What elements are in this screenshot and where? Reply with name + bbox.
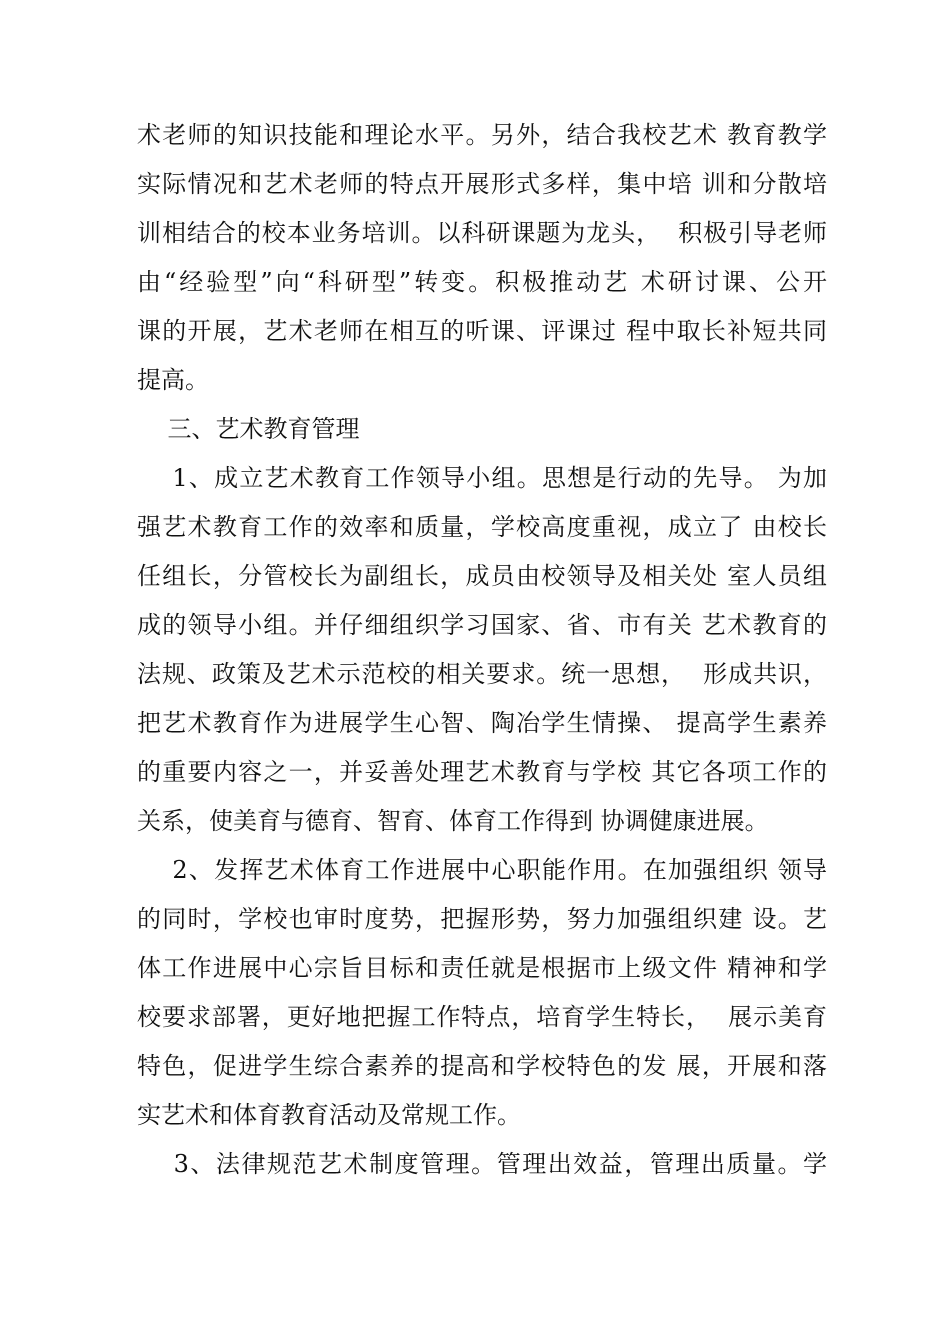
text-line-9: 强艺术教育工作的效率和质量，学校高度重视，成立了 由校长 [137, 513, 827, 541]
text-line-17: 的同时，学校也审时度势，把握形势，努力加强组织建 设。艺 [137, 905, 827, 933]
text-line-21: 实艺术和体育教育活动及常规工作。 [137, 1101, 521, 1129]
text-line-5: 课的开展，艺术老师在相互的听课、评课过 程中取长补短共同 [137, 317, 827, 345]
text-line-14: 的重要内容之一，并妥善处理艺术教育与学校 其它各项工作的 [137, 758, 827, 786]
text-line-15: 关系，使美育与德育、智育、体育工作得到 协调健康进展。 [137, 807, 769, 835]
text-line-12: 法规、政策及艺术示范校的相关要求。统一思想， 形成共识， [137, 660, 827, 688]
text-line-3: 训相结合的校本业务培训。以科研课题为龙头， 积极引导老师 [137, 219, 827, 247]
text-line-10: 任组长，分管校长为副组长，成员由校领导及相关处 室人员组 [137, 562, 827, 590]
text-line-18: 体工作进展中心宗旨目标和责任就是根据市上级文件 精神和学 [137, 954, 827, 982]
text-line-20: 特色，促进学生综合素养的提高和学校特色的发 展，开展和落 [137, 1052, 827, 1080]
text-line-6: 提高。 [137, 366, 209, 394]
text-line-2: 实际情况和艺术老师的特点开展形式多样，集中培 训和分散培 [137, 170, 827, 198]
text-line-16: 2、发挥艺术体育工作进展中心职能作用。在加强组织 领导 [137, 856, 827, 884]
text-line-4: 由“经验型”向“科研型”转变。积极推动艺 术研讨课、公开 [137, 268, 827, 296]
text-line-19: 校要求部署，更好地把握工作特点，培育学生特长， 展示美育 [137, 1003, 827, 1031]
text-line-22: 3、法律规范艺术制度管理。管理出效益，管理出质量。学 [137, 1150, 827, 1178]
section-heading: 三、艺术教育管理 [137, 415, 360, 443]
text-line-8: 1、成立艺术教育工作领导小组。思想是行动的先导。 为加 [137, 464, 827, 492]
document-body [137, 111, 827, 1189]
text-line-13: 把艺术教育作为进展学生心智、陶冶学生情操、 提高学生素养 [137, 709, 827, 737]
text-line-11: 成的领导小组。并仔细组织学习国家、省、市有关 艺术教育的 [137, 611, 827, 639]
text-line-1: 术老师的知识技能和理论水平。另外，结合我校艺术 教育教学 [137, 121, 827, 149]
